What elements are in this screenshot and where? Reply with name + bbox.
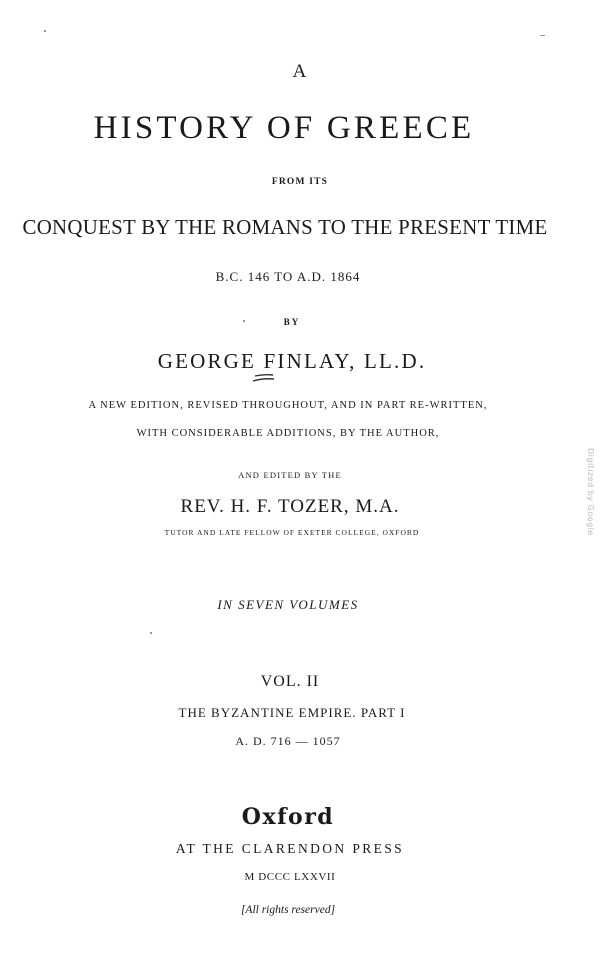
digitization-watermark: Digitized by Google <box>586 448 595 536</box>
volume-dates: A. D. 716 — 1057 <box>235 734 341 748</box>
volume-subject: THE BYZANTINE EMPIRE. PART I <box>178 705 406 720</box>
editor-name: REV. H. F. TOZER, M.A. <box>180 496 400 517</box>
title-article: A <box>292 61 308 82</box>
date-range: B.C. 146 TO A.D. 1864 <box>215 269 361 284</box>
paper-speck <box>243 320 245 322</box>
edition-note-line-2: WITH CONSIDERABLE ADDITIONS, BY THE AUTHOR, <box>136 428 440 439</box>
edited-by-label: AND EDITED BY THE <box>238 470 342 480</box>
pencil-underline-mark <box>252 373 276 383</box>
by-label: BY <box>283 317 301 327</box>
volume-number: VOL. II <box>260 673 320 690</box>
author-name: GEORGE FINLAY, LL.D. <box>157 349 427 373</box>
publisher-name: AT THE CLARENDON PRESS <box>175 841 405 856</box>
volume-count: IN SEVEN VOLUMES <box>217 597 359 612</box>
publication-year: M DCCC LXXVII <box>244 871 336 883</box>
from-its-label: FROM ITS <box>271 177 329 187</box>
book-title: HISTORY OF GREECE <box>93 110 475 146</box>
edition-note-line-1: A NEW EDITION, REVISED THROUGHOUT, AND IN PART RE-WRITTEN, <box>88 400 488 411</box>
book-subtitle: CONQUEST BY THE ROMANS TO THE PRESENT TIME <box>22 215 548 239</box>
imprint-place: Oxford <box>241 804 335 830</box>
paper-speck <box>540 35 545 36</box>
editor-role: TUTOR AND LATE FELLOW OF EXETER COLLEGE, OXFORD <box>164 528 420 537</box>
paper-speck <box>44 30 46 32</box>
paper-speck <box>150 632 152 634</box>
rights-notice: [All rights reserved] <box>240 904 336 916</box>
